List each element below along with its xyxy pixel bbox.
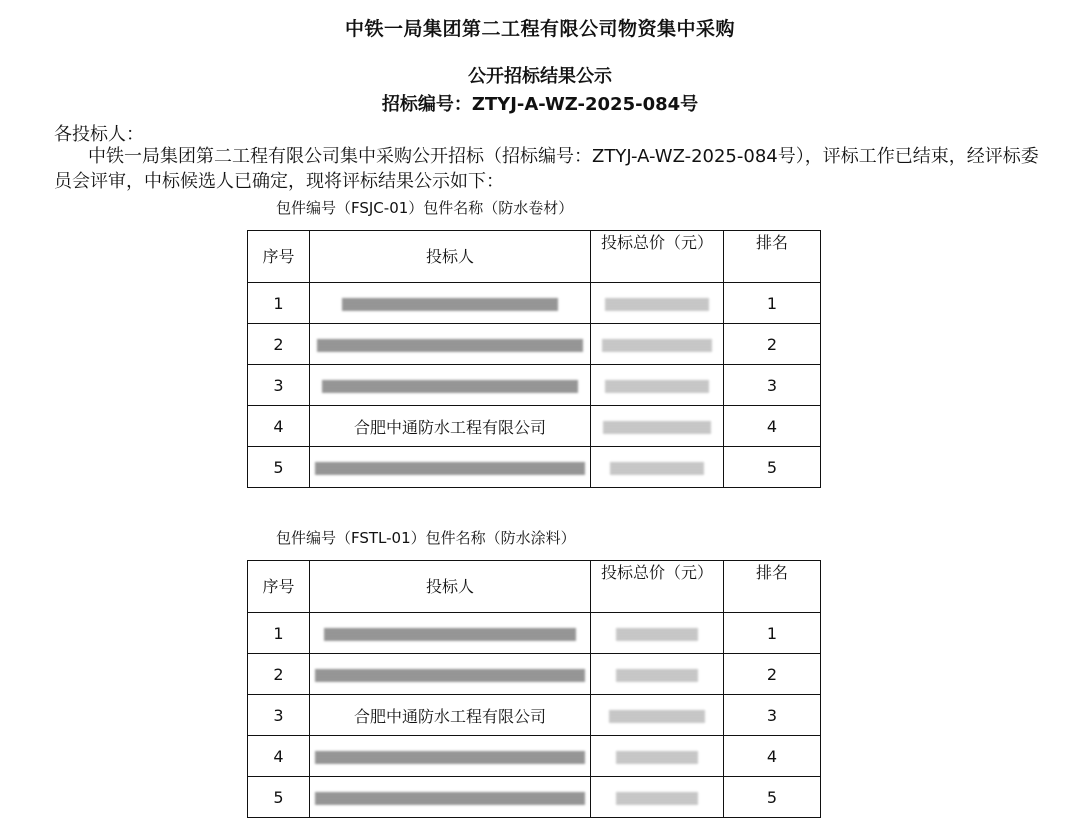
table-row <box>248 654 821 695</box>
col-header-price: 投标总价（元） <box>591 231 724 283</box>
cell-bidder-redacted <box>310 654 591 695</box>
results-table-1 <box>247 230 821 488</box>
cell-seq: 2 <box>248 324 310 365</box>
cell-bidder-redacted <box>310 447 591 488</box>
redaction-bar <box>616 751 698 764</box>
cell-seq: 3 <box>248 365 310 406</box>
cell-seq: 3 <box>248 695 310 736</box>
cell-seq: 2 <box>248 654 310 695</box>
cell-rank: 3 <box>724 695 821 736</box>
cell-bidder-redacted <box>310 283 591 324</box>
cell-seq: 4 <box>248 406 310 447</box>
redaction-bar <box>605 380 709 393</box>
cell-seq: 1 <box>248 283 310 324</box>
announcement-paragraph: 中铁一局集团第二工程有限公司集中采购公开招标（招标编号：ZTYJ-A-WZ-2025-084号），评标工作已结束，经评标委员会评审，中标候选人已确定，现将评标结果公示如下： <box>54 146 1039 192</box>
cell-bidder-redacted <box>310 365 591 406</box>
table-row <box>248 406 821 447</box>
table-row <box>248 613 821 654</box>
cell-price-redacted <box>591 406 724 447</box>
cell-seq: 1 <box>248 613 310 654</box>
package-label-1: 包件编号（FSJC-01）包件名称（防水卷材） <box>276 199 574 217</box>
cell-seq: 5 <box>248 777 310 818</box>
cell-bidder-redacted <box>310 777 591 818</box>
redaction-bar <box>315 462 585 475</box>
col-header-seq: 序号 <box>248 231 310 283</box>
cell-rank: 5 <box>724 447 821 488</box>
table-row <box>248 365 821 406</box>
cell-price-redacted <box>591 365 724 406</box>
cell-seq: 5 <box>248 447 310 488</box>
redaction-bar <box>315 792 585 805</box>
col-header-rank: 排名 <box>724 561 821 613</box>
cell-price-redacted <box>591 447 724 488</box>
tender-number: 招标编号：ZTYJ-A-WZ-2025-084号 <box>381 94 699 115</box>
col-header-rank: 排名 <box>724 231 821 283</box>
cell-bidder-redacted <box>310 736 591 777</box>
redaction-bar <box>317 339 583 352</box>
cell-rank: 4 <box>724 736 821 777</box>
cell-price-redacted <box>591 777 724 818</box>
table-header-row <box>248 561 821 613</box>
redaction-bar <box>322 380 578 393</box>
cell-seq: 4 <box>248 736 310 777</box>
col-header-bidder: 投标人 <box>310 231 591 283</box>
cell-rank: 4 <box>724 406 821 447</box>
redaction-bar <box>603 421 711 434</box>
redaction-bar <box>315 751 585 764</box>
cell-bidder: 合肥中通防水工程有限公司 <box>310 406 591 447</box>
redaction-bar <box>315 669 585 682</box>
col-header-price: 投标总价（元） <box>591 561 724 613</box>
table-row <box>248 777 821 818</box>
table-row <box>248 695 821 736</box>
redaction-bar <box>610 462 704 475</box>
redaction-bar <box>602 339 712 352</box>
results-table-2 <box>247 560 821 818</box>
redaction-bar <box>616 669 698 682</box>
cell-bidder: 合肥中通防水工程有限公司 <box>310 695 591 736</box>
document-subtitle: 公开招标结果公示 <box>468 66 612 87</box>
cell-bidder-redacted <box>310 613 591 654</box>
package-label-2: 包件编号（FSTL-01）包件名称（防水涂料） <box>276 529 576 547</box>
cell-price-redacted <box>591 736 724 777</box>
table-header-row <box>248 231 821 283</box>
document-title: 中铁一局集团第二工程有限公司物资集中采购 <box>344 18 735 40</box>
cell-rank: 5 <box>724 777 821 818</box>
cell-price-redacted <box>591 613 724 654</box>
cell-bidder-redacted <box>310 324 591 365</box>
redaction-bar <box>609 710 705 723</box>
cell-rank: 2 <box>724 654 821 695</box>
redaction-bar <box>324 628 576 641</box>
table-row <box>248 324 821 365</box>
redaction-bar <box>616 792 698 805</box>
cell-price-redacted <box>591 283 724 324</box>
redaction-bar <box>616 628 698 641</box>
table-row <box>248 283 821 324</box>
redaction-bar <box>342 298 558 311</box>
table-row <box>248 736 821 777</box>
cell-price-redacted <box>591 695 724 736</box>
cell-rank: 1 <box>724 613 821 654</box>
cell-rank: 3 <box>724 365 821 406</box>
cell-rank: 2 <box>724 324 821 365</box>
cell-price-redacted <box>591 324 724 365</box>
col-header-bidder: 投标人 <box>310 561 591 613</box>
greeting: 各投标人： <box>54 124 144 145</box>
cell-rank: 1 <box>724 283 821 324</box>
redaction-bar <box>605 298 709 311</box>
cell-price-redacted <box>591 654 724 695</box>
col-header-seq: 序号 <box>248 561 310 613</box>
table-row <box>248 447 821 488</box>
